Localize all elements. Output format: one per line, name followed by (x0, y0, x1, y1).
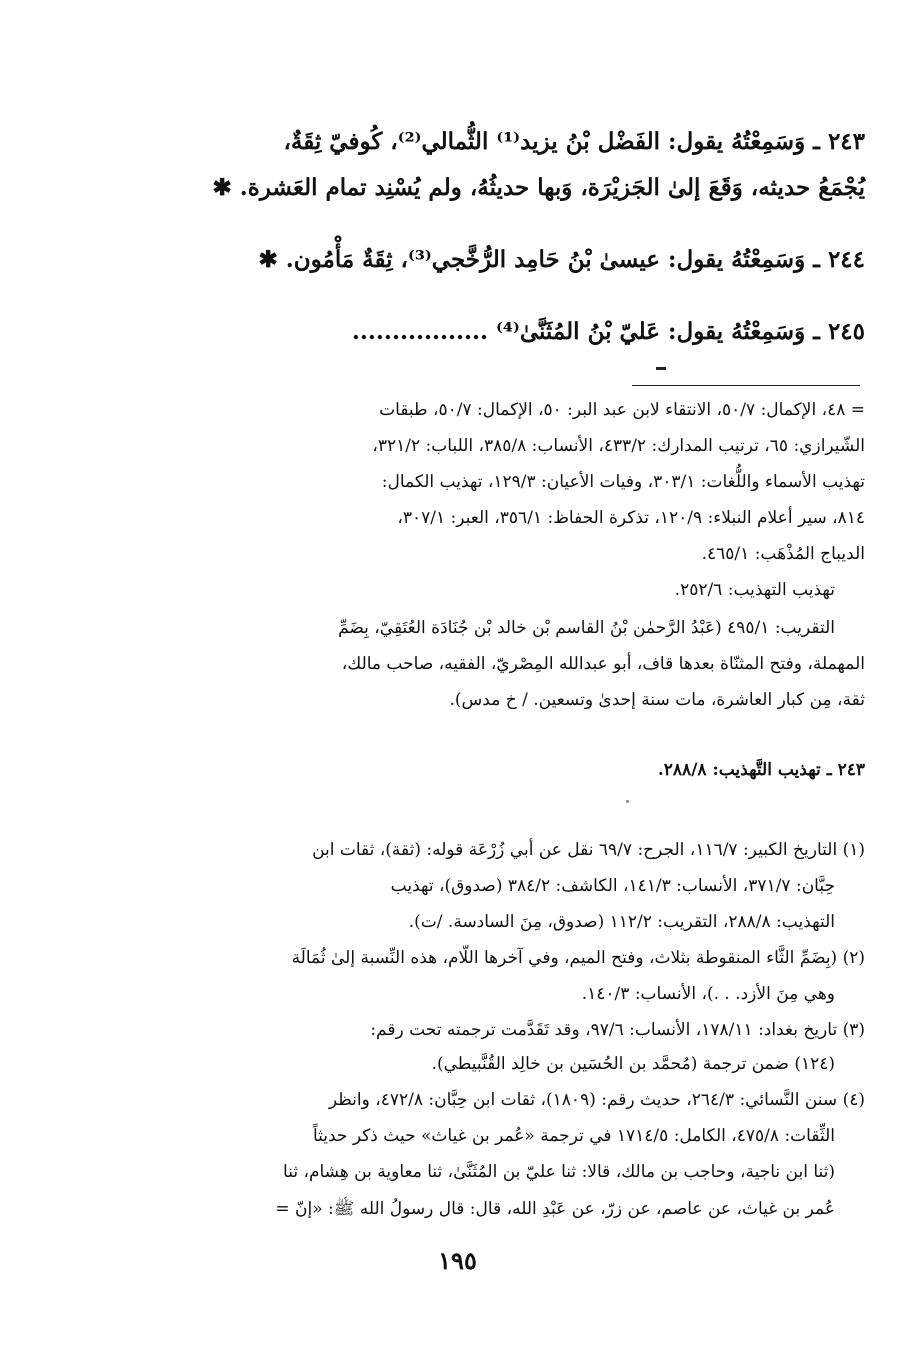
note-243: ٢٤٣ ـ تهذيب التَّهذيب: ٢٨٨/٨. (657, 760, 865, 780)
note-line: تهذيب الأسماء واللُّغات: ٣٠٣/١، وفيات الأعيان: ١٢٩/٣، تهذيب الكمال: (381, 472, 865, 492)
note-line: تهذيب التهذيب: ٢٥٢/٦. (674, 580, 835, 600)
footnote-line: التهذيب: ٢٨٨/٨، التقريب: ١١٢/٢ (صدوق، مِنَ السادسة. /ت). (408, 912, 835, 932)
note-line: ثقة، مِن كبار العاشرة، مات سنة إحدىٰ وتسعين. / خ مدس). (449, 690, 865, 710)
note-line: التقريب: ٤٩٥/١ (عَبْدُ الرَّحمٰن بْنُ القاسم بْن خالد بْن جُنَادَة العُتَقِيّ، بِضَمِّ (338, 618, 835, 638)
entry-243-line-1: ٢٤٣ ـ وَسَمِعْتُهُ يقول: الفَضْل بْنُ يزيد⁽¹⁾ الثُّمالي⁽²⁾، كُوفيّ ثِقَةٌ، (283, 128, 865, 155)
footnote-line: عُمر بن غياث، عن عاصم، عن زرّ، عن عَبْدِ الله، قال: قال رسولُ الله ﷺ: «إنّ = (275, 1199, 835, 1219)
note-line: الديباج المُذْهَب: ٤٦٥/١. (701, 544, 865, 564)
separator-mark (656, 367, 666, 370)
speck (626, 800, 629, 803)
entry-243-line-2: يُجْمَعُ حديثه، وَقَعَ إلىٰ الجَزيْرَة، وَبها حديثُهُ، ولم يُسْنِد تمام العَشرة. ✱ (212, 174, 865, 201)
footnote-line: (ثنا ابن ناجية، وحاجب بن مالك، قالا: ثنا عليّ بن المُثَنَّىٰ، ثنا معاوية بن هِشام، ثنا (283, 1162, 835, 1182)
page-number: ١٩٥ (438, 1246, 477, 1275)
footnote-line: (٣) تاريخ بغداد: ١٧٨/١١، الأنساب: ٩٧/٦، وقد تَقَدَّمت ترجمته تحت رقم: (370, 1020, 865, 1040)
footnote-line: (٤) سنن النَّسائي: ٢٦٤/٣، حديث رقم: (١٨٠٩)، ثقات ابن حِبَّان: ٤٧٢/٨، وانظر (328, 1090, 865, 1110)
note-line: الشّيرازي: ٦٥، ترتيب المدارك: ٤٣٣/٢، الأنساب: ٣٨٥/٨، اللباب: ٣٢١/٢، (372, 436, 865, 456)
footnote-line: (١٢٤) ضمن ترجمة (مُحمَّد بن الحُسَين بن خالِد القُنَّبيطي). (431, 1054, 835, 1074)
entry-244: ٢٤٤ ـ وَسَمِعْتُهُ يقول: عيسىٰ بْنُ حَامِد الرُّخَّجي⁽³⁾، ثِقَةٌ مَأْمُون. ✱ (258, 246, 865, 273)
footnote-line: (١) التاريخ الكبير: ١١٦/٧، الجرح: ٦٩/٧ نقل عن أبي زُرْعَة قوله: (ثقة)، ثقات ابن (312, 840, 865, 860)
footnote-line: الثِّقات: ٤٧٥/٨، الكامل: ١٧١٤/٥ في ترجمة «عُمر بن غياث» حيث ذكر حديثاً (312, 1126, 835, 1146)
footnote-separator (632, 385, 860, 386)
footnote-line: وهي مِنَ الأزد. . .)، الأنساب: ١٤٠/٣. (581, 984, 835, 1004)
note-line: ٨١٤، سير أعلام النبلاء: ١٢٠/٩، تذكرة الحفاظ: ٣٥٦/١، العبر: ٣٠٧/١، (397, 508, 865, 528)
footnote-line: حِبَّان: ٣٧١/٧، الأنساب: ١٤١/٣، الكاشف: ٣٨٤/٢ (صدوق)، تهذيب (390, 876, 835, 896)
note-line: = ٤٨، الإكمال: ٥٠/٧، الانتقاء لابن عبد البر: ٥٠، الإكمال: ٥٠/٧، طبقات (379, 400, 865, 420)
footnote-line: (٢) (بِضَمِّ الثَّاء المنقوطة بثلاث، وفتح الميم، وفي آخرها اللّام، هذه النِّسبة إلىٰ ثُمَالَة (291, 948, 865, 968)
note-line: المهملة، وفتح المثنّاة بعدها قاف، أبو عبدالله المِصْريّ، الفقيه، صاحب مالك، (341, 654, 865, 674)
entry-245: ٢٤٥ ـ وَسَمِعْتُهُ يقول: عَليّ بْنُ المُثَنَّىٰ⁽⁴⁾ ................. (351, 318, 865, 345)
